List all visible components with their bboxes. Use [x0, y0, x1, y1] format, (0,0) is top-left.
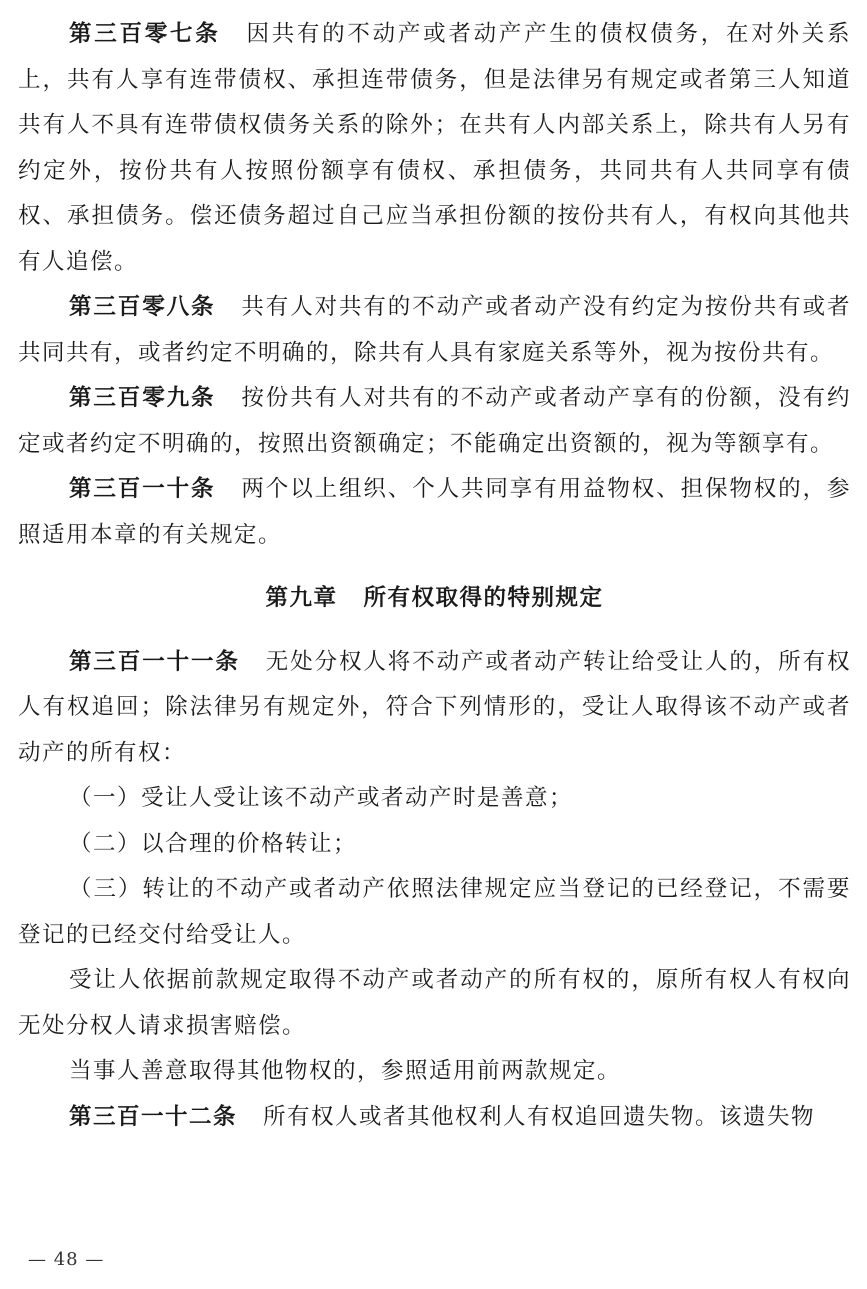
article-text: （三）转让的不动产或者动产依照法律规定应当登记的已经登记，不需要登记的已经交付给受让人。	[18, 876, 851, 948]
article-text: 按份共有人对共有的不动产或者动产享有的份额，没有约定或者约定不明确的，按照出资额确定；不能确定出资额的，视为等额享有。	[18, 385, 851, 457]
article-text: 当事人善意取得其他物权的，参照适用前两款规定。	[69, 1058, 622, 1084]
article-text: 所有权人或者其他权利人有权追回遗失物。该遗失物	[263, 1103, 816, 1130]
body-paragraph	[18, 958, 851, 1049]
article-text: 无处分权人将不动产或者动产转让给受让人的，所有权人有权追回；除法律另有规定外，符合下列情形的，受让人取得该不动产或者动产的所有权：	[18, 648, 851, 766]
chapter-title: 所有权取得的特别规定	[363, 585, 604, 611]
article-number: 第三百一十条	[69, 476, 216, 502]
article-number: 第三百一十二条	[69, 1103, 238, 1130]
article-text: （一）受让人受让该不动产或者动产时是善意；	[69, 785, 574, 811]
list-item-paragraph	[18, 776, 851, 822]
article-text: 共有人对共有的不动产或者动产没有约定为按份共有或者共同共有，或者约定不明确的，除共有人具有家庭关系等外，视为按份共有。	[18, 294, 851, 366]
article-paragraph	[18, 640, 851, 777]
document-page	[18, 12, 851, 1140]
article-number: 第三百零八条	[69, 294, 216, 320]
article-text: （二）以合理的价格转让；	[69, 830, 358, 857]
page-number: — 48 —	[28, 1249, 105, 1270]
article-paragraph	[18, 467, 851, 558]
article-paragraph	[18, 376, 851, 467]
article-text: 受让人依据前款规定取得不动产或者动产的所有权的，原所有权人有权向无处分权人请求损害赔偿。	[18, 967, 851, 1039]
article-paragraph	[18, 12, 851, 285]
article-number: 第三百零七条	[69, 21, 221, 47]
list-item-paragraph	[18, 867, 851, 958]
article-number: 第三百一十一条	[69, 648, 240, 675]
article-text: 两个以上组织、个人共同享有用益物权、担保物权的，参照适用本章的有关规定。	[18, 476, 851, 548]
article-paragraph	[18, 285, 851, 376]
chapter-heading	[18, 576, 851, 622]
list-item-paragraph	[18, 822, 851, 868]
chapter-number: 第九章	[265, 585, 338, 611]
article-number: 第三百零九条	[69, 385, 216, 411]
article-paragraph	[18, 1095, 851, 1141]
body-paragraph	[18, 1049, 851, 1095]
article-text: 因共有的不动产或者动产产生的债权债务，在对外关系上，共有人享有连带债权、承担连带债务，但是法律另有规定或者第三人知道共有人不具有连带债权债务关系的除外；在共有人内部关系上，除共有人另有约定外，按份共有人按照份额享有债权、承担债务，共同共有人共同享有债权、承担债务。偿还债务超过自己应当承担份额的按份共有人，有权向其他共有人追偿。	[18, 21, 851, 275]
